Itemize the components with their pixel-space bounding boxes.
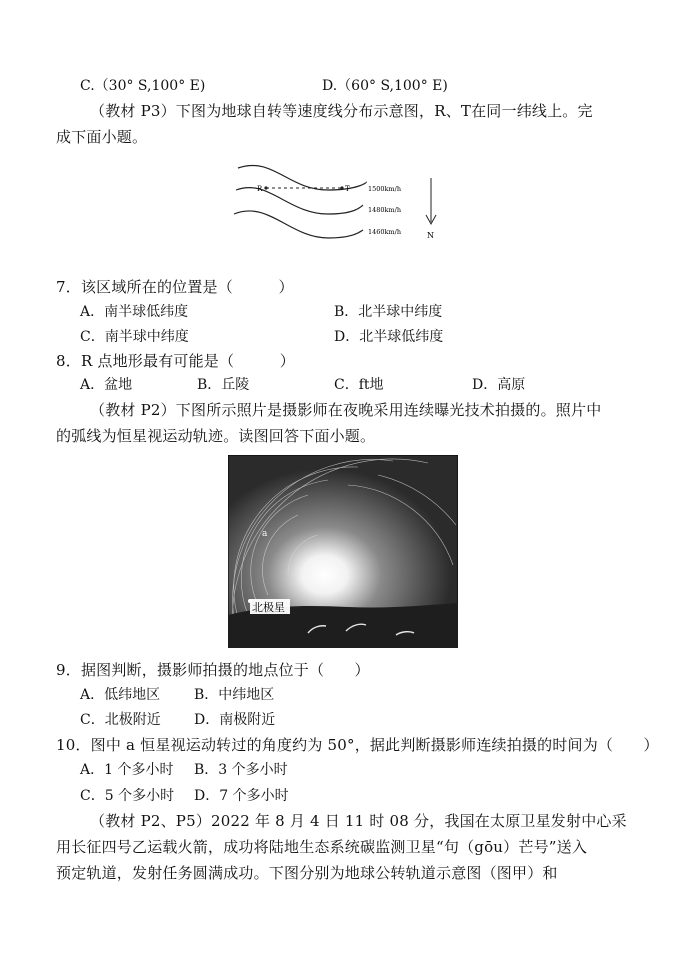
q8-option-a: A．盆地: [80, 377, 133, 393]
q7-option-b: B．北半球中纬度: [334, 304, 443, 320]
q7-option-d: D．北半球低纬度: [334, 329, 444, 345]
q9-option-a: A．低纬地区: [80, 687, 161, 703]
star-trail-photo: [228, 455, 458, 648]
q7-stem: 7．该区域所在的位置是（ ）: [56, 278, 294, 296]
q8-option-d: D．高原: [472, 377, 526, 393]
intro3-line1: （教材 P2、P5）2022 年 8 月 4 日 11 时 08 分，我国在太原卫星发射中心采: [90, 812, 627, 830]
isoline-1460: [234, 211, 363, 238]
speed-label-1460: 1460km/h: [368, 228, 402, 236]
point-r-dot: [264, 186, 267, 189]
option-d-prev: D.（60° S,100° E): [322, 78, 448, 94]
intro3-line3: 预定轨道，发射任务圆满成功。下图分别为地球公转轨道示意图（图甲）和: [56, 864, 558, 882]
q8-option-b: B．丘陵: [197, 377, 250, 393]
star-a-label: a: [262, 529, 268, 539]
q8-stem: 8．R 点地形最有可能是（ ）: [56, 352, 296, 370]
intro2-line2: 的弧线为恒星视运动轨迹。读图回答下面小题。: [56, 427, 376, 445]
q9-option-d: D．南极附近: [194, 712, 276, 728]
polaris-label: 北极星: [252, 601, 285, 614]
intro1-line1: （教材 P3）下图为地球自转等速度线分布示意图，R、T在同一纬线上。完: [90, 102, 593, 120]
intro3-line2: 用长征四号乙运载火箭，成功将陆地生态系统碳监测卫星“句（gōu）芒号”送入: [56, 838, 588, 856]
speed-label-1480: 1480km/h: [368, 206, 402, 214]
intro1-line2: 成下面小题。: [56, 128, 148, 146]
rotation-speed-diagram: [228, 160, 448, 242]
q7-option-a: A．南半球低纬度: [80, 304, 189, 320]
q10-option-d: D．7 个多小时: [194, 788, 289, 804]
q7-option-c: C．南半球中纬度: [80, 329, 189, 345]
point-t-dot: [340, 186, 343, 189]
q10-stem: 10．图中 a 恒星视运动转过的角度约为 50°，据此判断摄影师连续拍摄的时间为（ ）: [56, 736, 659, 754]
north-label: N: [427, 231, 434, 240]
option-c-prev: C.（30° S,100° E): [80, 78, 206, 94]
q10-option-c: C．5 个多小时: [80, 788, 175, 804]
q9-option-b: B．中纬地区: [194, 687, 275, 703]
isoline-1480: [236, 188, 363, 214]
q10-option-a: A．1 个多小时: [80, 762, 174, 778]
q9-option-c: C．北极附近: [80, 712, 161, 728]
point-r-label: R: [257, 185, 263, 193]
q10-option-b: B．3 个多小时: [194, 762, 288, 778]
q8-option-c: C．ft地: [334, 377, 384, 393]
speed-label-1500: 1500km/h: [368, 185, 402, 193]
point-t-label: T: [345, 185, 350, 193]
intro2-line1: （教材 P2）下图所示照片是摄影师在夜晚采用连续曝光技术拍摄的。照片中: [90, 401, 602, 419]
q9-stem: 9．据图判断，摄影师拍摄的地点位于（ ）: [56, 661, 370, 679]
